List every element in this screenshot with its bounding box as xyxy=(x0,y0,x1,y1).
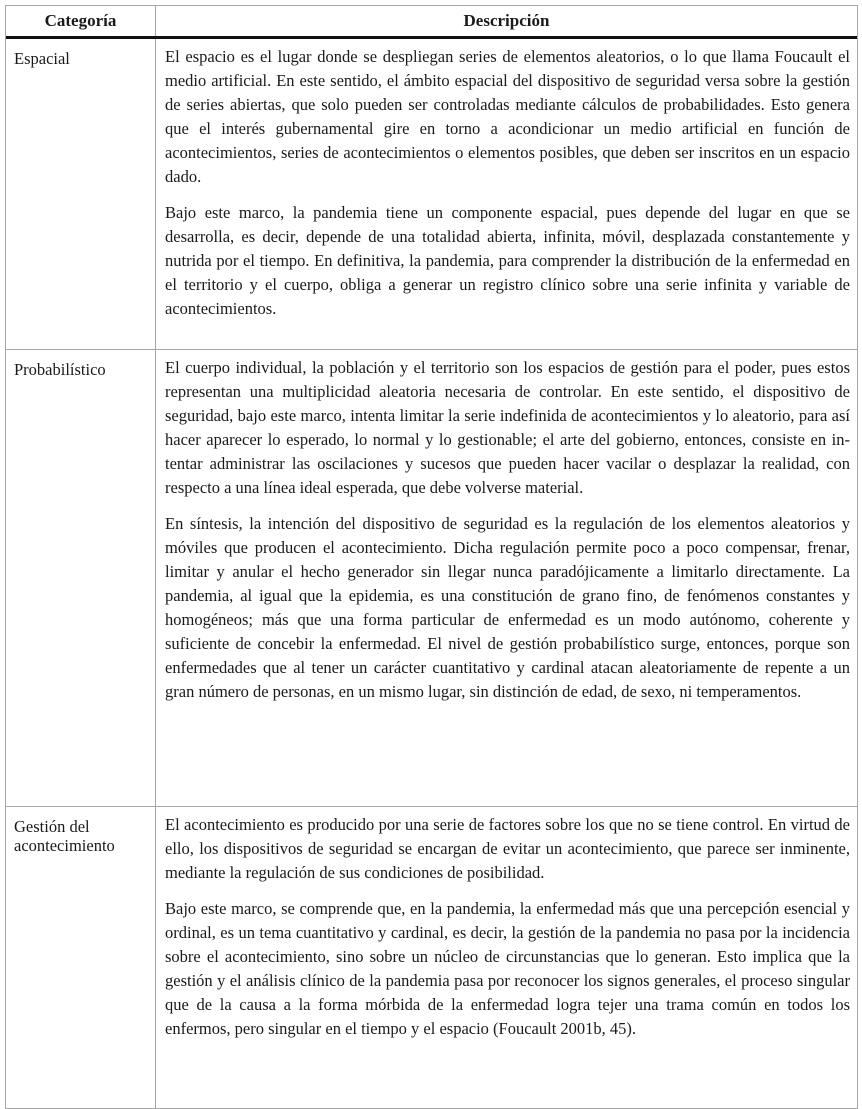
header-description: Descripción xyxy=(463,11,550,30)
table-row xyxy=(6,349,857,806)
category-label: Gestión del acontecimiento xyxy=(14,817,115,855)
table-row xyxy=(6,806,857,1108)
header-category: Categoría xyxy=(6,6,156,36)
category-cell xyxy=(6,39,156,349)
description-paragraph: En síntesis, la intención del dispositivo de seguridad es la regulación de los elementos aleatorios y móviles que producen el acontecimiento. Dicha regulación permite poco a poco compensar, frenar, limitar y anular el hecho generador sin llegar nunca paradójicamente a limitarlo directamente. La pandemia, al igual que la epidemia, es una constitución de grano fino, de fenómenos constantes y homogéneos; más que una forma particular de enfermedad es un modo autónomo, coherente y suficiente de concebir la enfermedad. El nivel de gestión probabilístico surge, entonces, porque son enfermedades que al tener un carácter cuantitativo y cardinal atacan aleatoriamente de repente a un gran número de personas, en un mismo lugar, sin distinción de edad, de sexo, ni temperamentos. xyxy=(165,514,850,701)
category-label: Espacial xyxy=(14,49,70,68)
description-paragraph: El acontecimiento es producido por una serie de factores sobre los que no se tiene control. En virtud de ello, los dispositivos de seguridad se encargan de evitar un acontecimiento, que parece ser inminente, mediante la regulación de sus condiciones de posibilidad. xyxy=(165,815,850,882)
description-cell xyxy=(156,807,857,1108)
categories-table xyxy=(5,5,858,1109)
description-paragraph: El espacio es el lugar donde se despliegan series de elementos aleatorios, o lo que llama Foucault el medio artificial. En este sentido, el ámbito espacial del dispositivo de seguridad versa sobre la gestión de series abiertas, que solo pueden ser controladas mediante cálculos de probabilidades. Esto genera que el interés gubernamental gire en torno a acondicionar un medio artificial en función de acontecimientos, series de acontecimientos o elementos posibles, que deben ser inscritos en un espacio dado. xyxy=(165,47,850,186)
table-row xyxy=(6,39,857,349)
description-cell xyxy=(156,39,857,349)
table-header-row xyxy=(6,6,857,39)
description-paragraph: Bajo este marco, se comprende que, en la pandemia, la enfermedad más que una percepción esencial y ordinal, es un tema cuantitativo y cardinal, es decir, la gestión de la pandemia no pasa por la incidencia sobre el acontecimiento, sino sobre un núcleo de circunstancias que lo generan. Esto implica que la gestión y el análisis clínico de la pandemia pasa por reconocer los signos generales, el proceso singular que de la causa a la forma mórbida de la enfermedad logra tejer una trama común en todos los enfermos, pero singular en el tiempo y el espacio (Foucault 2001b, 45). xyxy=(165,899,850,1038)
description-paragraph: Bajo este marco, la pandemia tiene un componente espacial, pues depende del lugar en que se desarrolla, es decir, depende de una totalidad abierta, infinita, móvil, desplazada constantemente y nutrida por el tiempo. En definitiva, la pandemia, para comprender la distribución de la enfermedad en el territorio y el cuerpo, obliga a generar un registro clínico sobre una serie infinita y variable de acontecimientos. xyxy=(165,203,850,318)
description-cell xyxy=(156,350,857,806)
category-cell xyxy=(6,350,156,806)
category-label: Probabilístico xyxy=(14,360,106,379)
description-paragraph: El cuerpo individual, la población y el territorio son los espacios de gestión para el poder, pues estos representan una multiplicidad aleatoria necesaria de controlar. En este sentido, el dispositivo de seguridad, bajo este marco, intenta limitar la serie indefinida de acontecimientos y lo aleatorio, para así hacer aparecer lo esperado, lo normal y lo gestionable; el arte del gobierno, entonces, consiste en intentar administrar las oscilaciones y sucesos que pueden hacer vacilar o desplazar la realidad, con respecto a una línea ideal esperada, que debe volverse material. xyxy=(165,358,850,497)
category-cell xyxy=(6,807,156,1108)
